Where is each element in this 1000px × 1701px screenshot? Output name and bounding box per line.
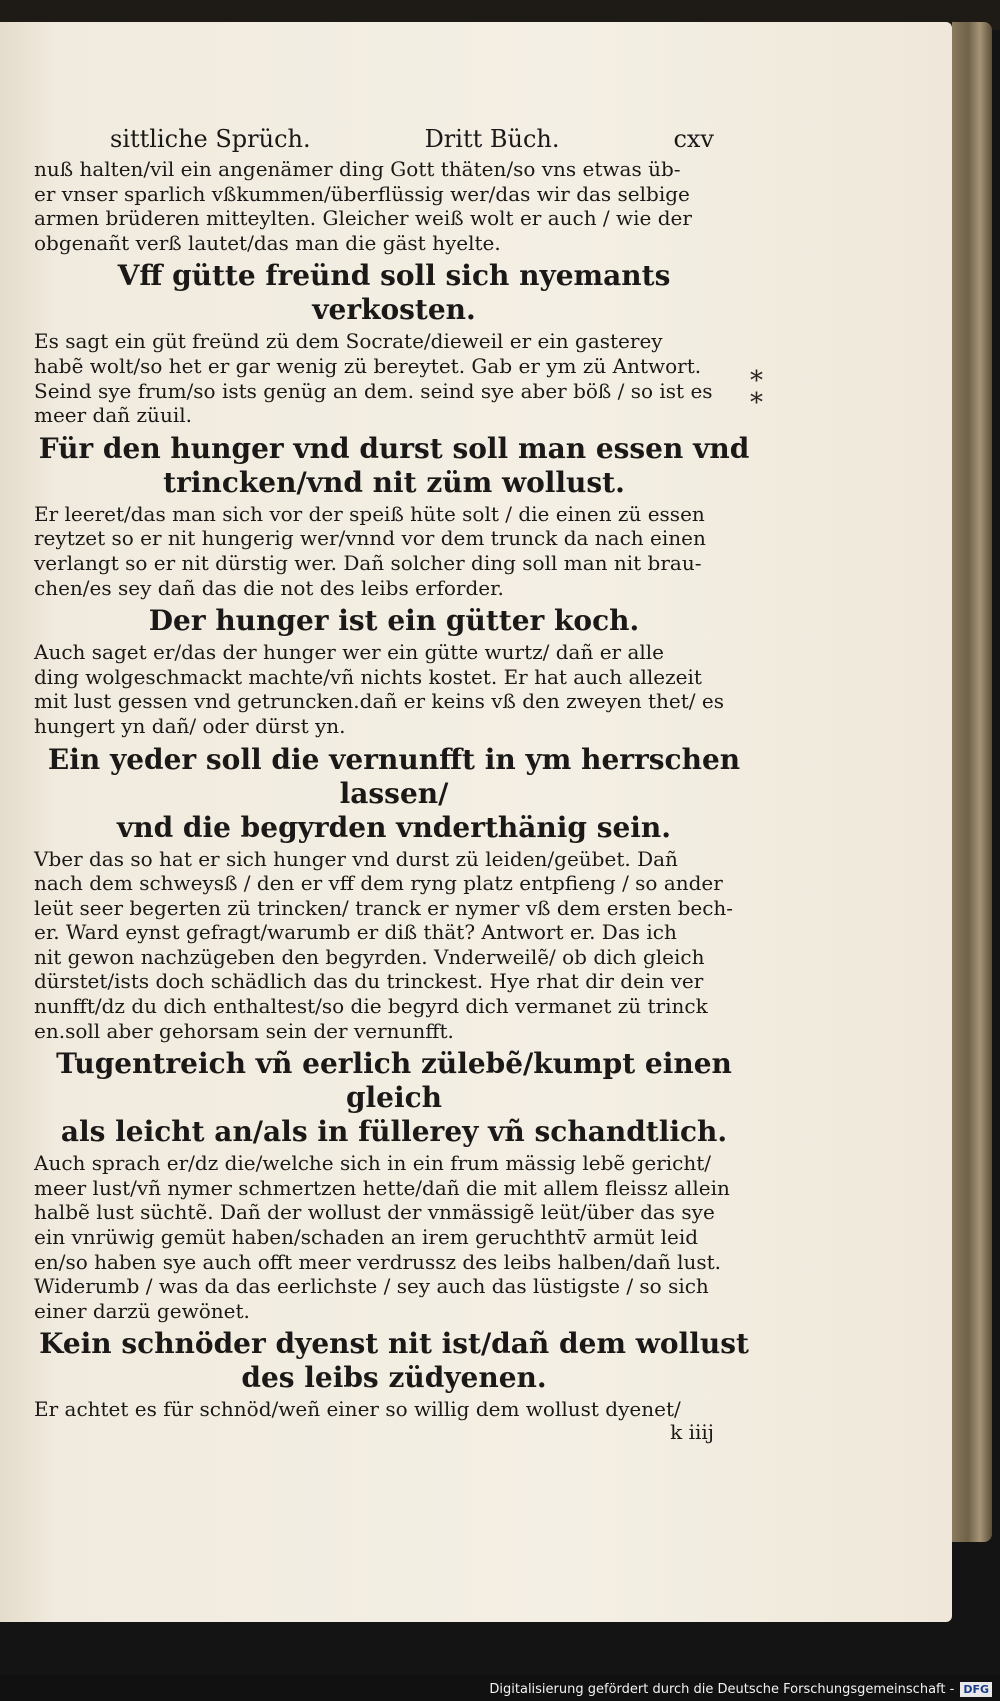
text-line: Auch saget er/das der hunger wer ein gütte wurtz/ dañ er alle <box>34 640 665 665</box>
text-line: ding wolgeschmackt machte/vñ nichts kostet. Er hat auch allezeit <box>34 664 702 689</box>
section-heading <box>34 259 754 327</box>
text-line: verlangt so er nit dürstig wer. Dañ solcher ding soll man nit brau- <box>34 550 702 575</box>
text-line: Widerumb / was da das eerlichste / sey auch das lüstigste / so sich <box>34 1274 709 1299</box>
heading-line: Tugentreich vñ eerlich zülebẽ/kumpt einen gleich <box>56 1047 732 1115</box>
heading-line: trincken/vnd nit züm wollust. <box>163 465 625 499</box>
heading-line: als leicht an/als in füllerey vñ schandtlich. <box>60 1115 728 1149</box>
text-line: mit lust gessen vnd getruncken.dañ er keins vß den zweyen thet/ es <box>34 689 724 714</box>
paragraph <box>34 157 754 255</box>
text-line: nunfft/dz du dich enthaltest/so die begyrd dich vermanet zü trinck <box>34 994 708 1019</box>
running-head <box>110 125 714 153</box>
section-heading <box>34 743 754 845</box>
text-line: en/so haben sye auch offt meer verdrussz des leibs halben/dañ lust. <box>34 1249 722 1274</box>
text-line: reytzet so er nit hungerig wer/vnnd vor dem trunck da nach einen <box>34 526 706 551</box>
text-line: meer lust/vñ nymer schmertzen hette/dañ die mit allem fleissz allein <box>34 1175 730 1200</box>
text-line: Er leeret/das man sich vor der speiß hüte solt / die einen zü essen <box>34 501 705 526</box>
text-line: armen brüderen mitteylten. Gleicher weiß wolt er auch / wie der <box>34 206 692 231</box>
text-line: obgenañt verß lautet/das man die gäst hyelte. <box>34 230 501 255</box>
heading-line: Der hunger ist ein gütter koch. <box>148 604 640 638</box>
running-head-left: sittliche Sprüch. <box>110 125 311 153</box>
heading-line: Ein yeder soll die vernunfft in ym herrschen lassen/ <box>47 742 741 810</box>
text-line: hungert yn dañ/ oder dürst yn. <box>34 713 346 738</box>
text-line: Er achtet es für schnöd/weñ einer so willig dem wollust dyenet/ <box>34 1397 681 1422</box>
text-line: halbẽ lust süchtẽ. Dañ der wollust der vnmässigẽ leüt/über das sye <box>34 1200 715 1225</box>
heading-line: Vff gütte freünd soll sich nyemants verkosten. <box>117 259 671 327</box>
text-line: nuß halten/vil ein angenämer ding Gott thäten/so vns etwas üb- <box>34 157 681 181</box>
paragraph <box>34 502 754 600</box>
paragraph <box>34 640 754 738</box>
text-line: Vber das so hat er sich hunger vnd durst zü leiden/geübet. Dañ <box>34 846 678 871</box>
text-line: habẽ wolt/so het er gar wenig zü bereytet. Gab er ym zü Antwort. <box>34 353 702 378</box>
paragraph <box>34 847 754 1044</box>
text-line: er vnser sparlich vßkummen/überflüssig wer/das wir das selbige <box>34 181 690 206</box>
page-text <box>34 125 754 1444</box>
text-line: nit gewon nachzügeben den begyrden. Vnderweilẽ/ ob dich gleich <box>34 944 705 969</box>
dfg-logo: DFG <box>960 1682 992 1697</box>
text-line: leüt seer begerten zü trincken/ tranck er nymer vß dem ersten bech- <box>34 895 734 920</box>
text-line: ein vnrüwig gemüt haben/schaden an irem geruchthtv̄ armüt leid <box>34 1225 699 1250</box>
heading-line: vnd die begyrden vnderthänig sein. <box>116 810 672 844</box>
text-line: Auch sprach er/dz die/welche sich in ein frum mässig lebẽ gericht/ <box>34 1151 712 1176</box>
text-line: er. Ward eynst gefragt/warumb er diß thät? Antwort er. Das ich <box>34 920 677 945</box>
text-line: chen/es sey dañ das die not des leibs erforder. <box>34 575 504 600</box>
folio-number: cxv <box>673 125 714 153</box>
running-head-center: Dritt Büch. <box>424 125 560 153</box>
text-line: dürstet/ists doch schädlich das du trinckest. Hye rhat dir dein ver <box>34 969 704 994</box>
section-heading <box>34 604 754 638</box>
body-flow <box>34 157 754 1422</box>
heading-line: des leibs züdyenen. <box>241 1361 547 1395</box>
footer-strip <box>0 1675 1000 1701</box>
funding-credit <box>489 1682 992 1697</box>
signature-mark: k iiij <box>670 1420 714 1444</box>
text-line: einer darzü gewönet. <box>34 1298 250 1323</box>
text-line: meer dañ züuil. <box>34 403 192 428</box>
text-line: Es sagt ein güt freünd zü dem Socrate/dieweil er ein gasterey <box>34 329 663 354</box>
paragraph <box>34 329 754 427</box>
heading-line: Für den hunger vnd durst soll man essen vnd <box>38 431 750 465</box>
credit-text: Digitalisierung gefördert durch die Deutsche Forschungsgemeinschaft - <box>489 1682 955 1697</box>
text-line: nach dem schweysß / den er vff dem ryng platz entpfieng / so ander <box>34 871 723 896</box>
text-line: Seind sye frum/so ists genüg an dem. seind sye aber böß / so ist es <box>34 378 713 403</box>
text-line: en.soll aber gehorsam sein der vernunfft. <box>34 1018 454 1043</box>
section-heading <box>34 1327 754 1395</box>
book-edge <box>952 22 992 1542</box>
paragraph <box>34 1397 754 1422</box>
heading-line: Kein schnöder dyenst nit ist/dañ dem wollust <box>39 1327 749 1361</box>
paragraph <box>34 1151 754 1323</box>
section-heading <box>34 1047 754 1149</box>
section-heading <box>34 432 754 500</box>
margin-asterisks: * * <box>750 366 763 418</box>
